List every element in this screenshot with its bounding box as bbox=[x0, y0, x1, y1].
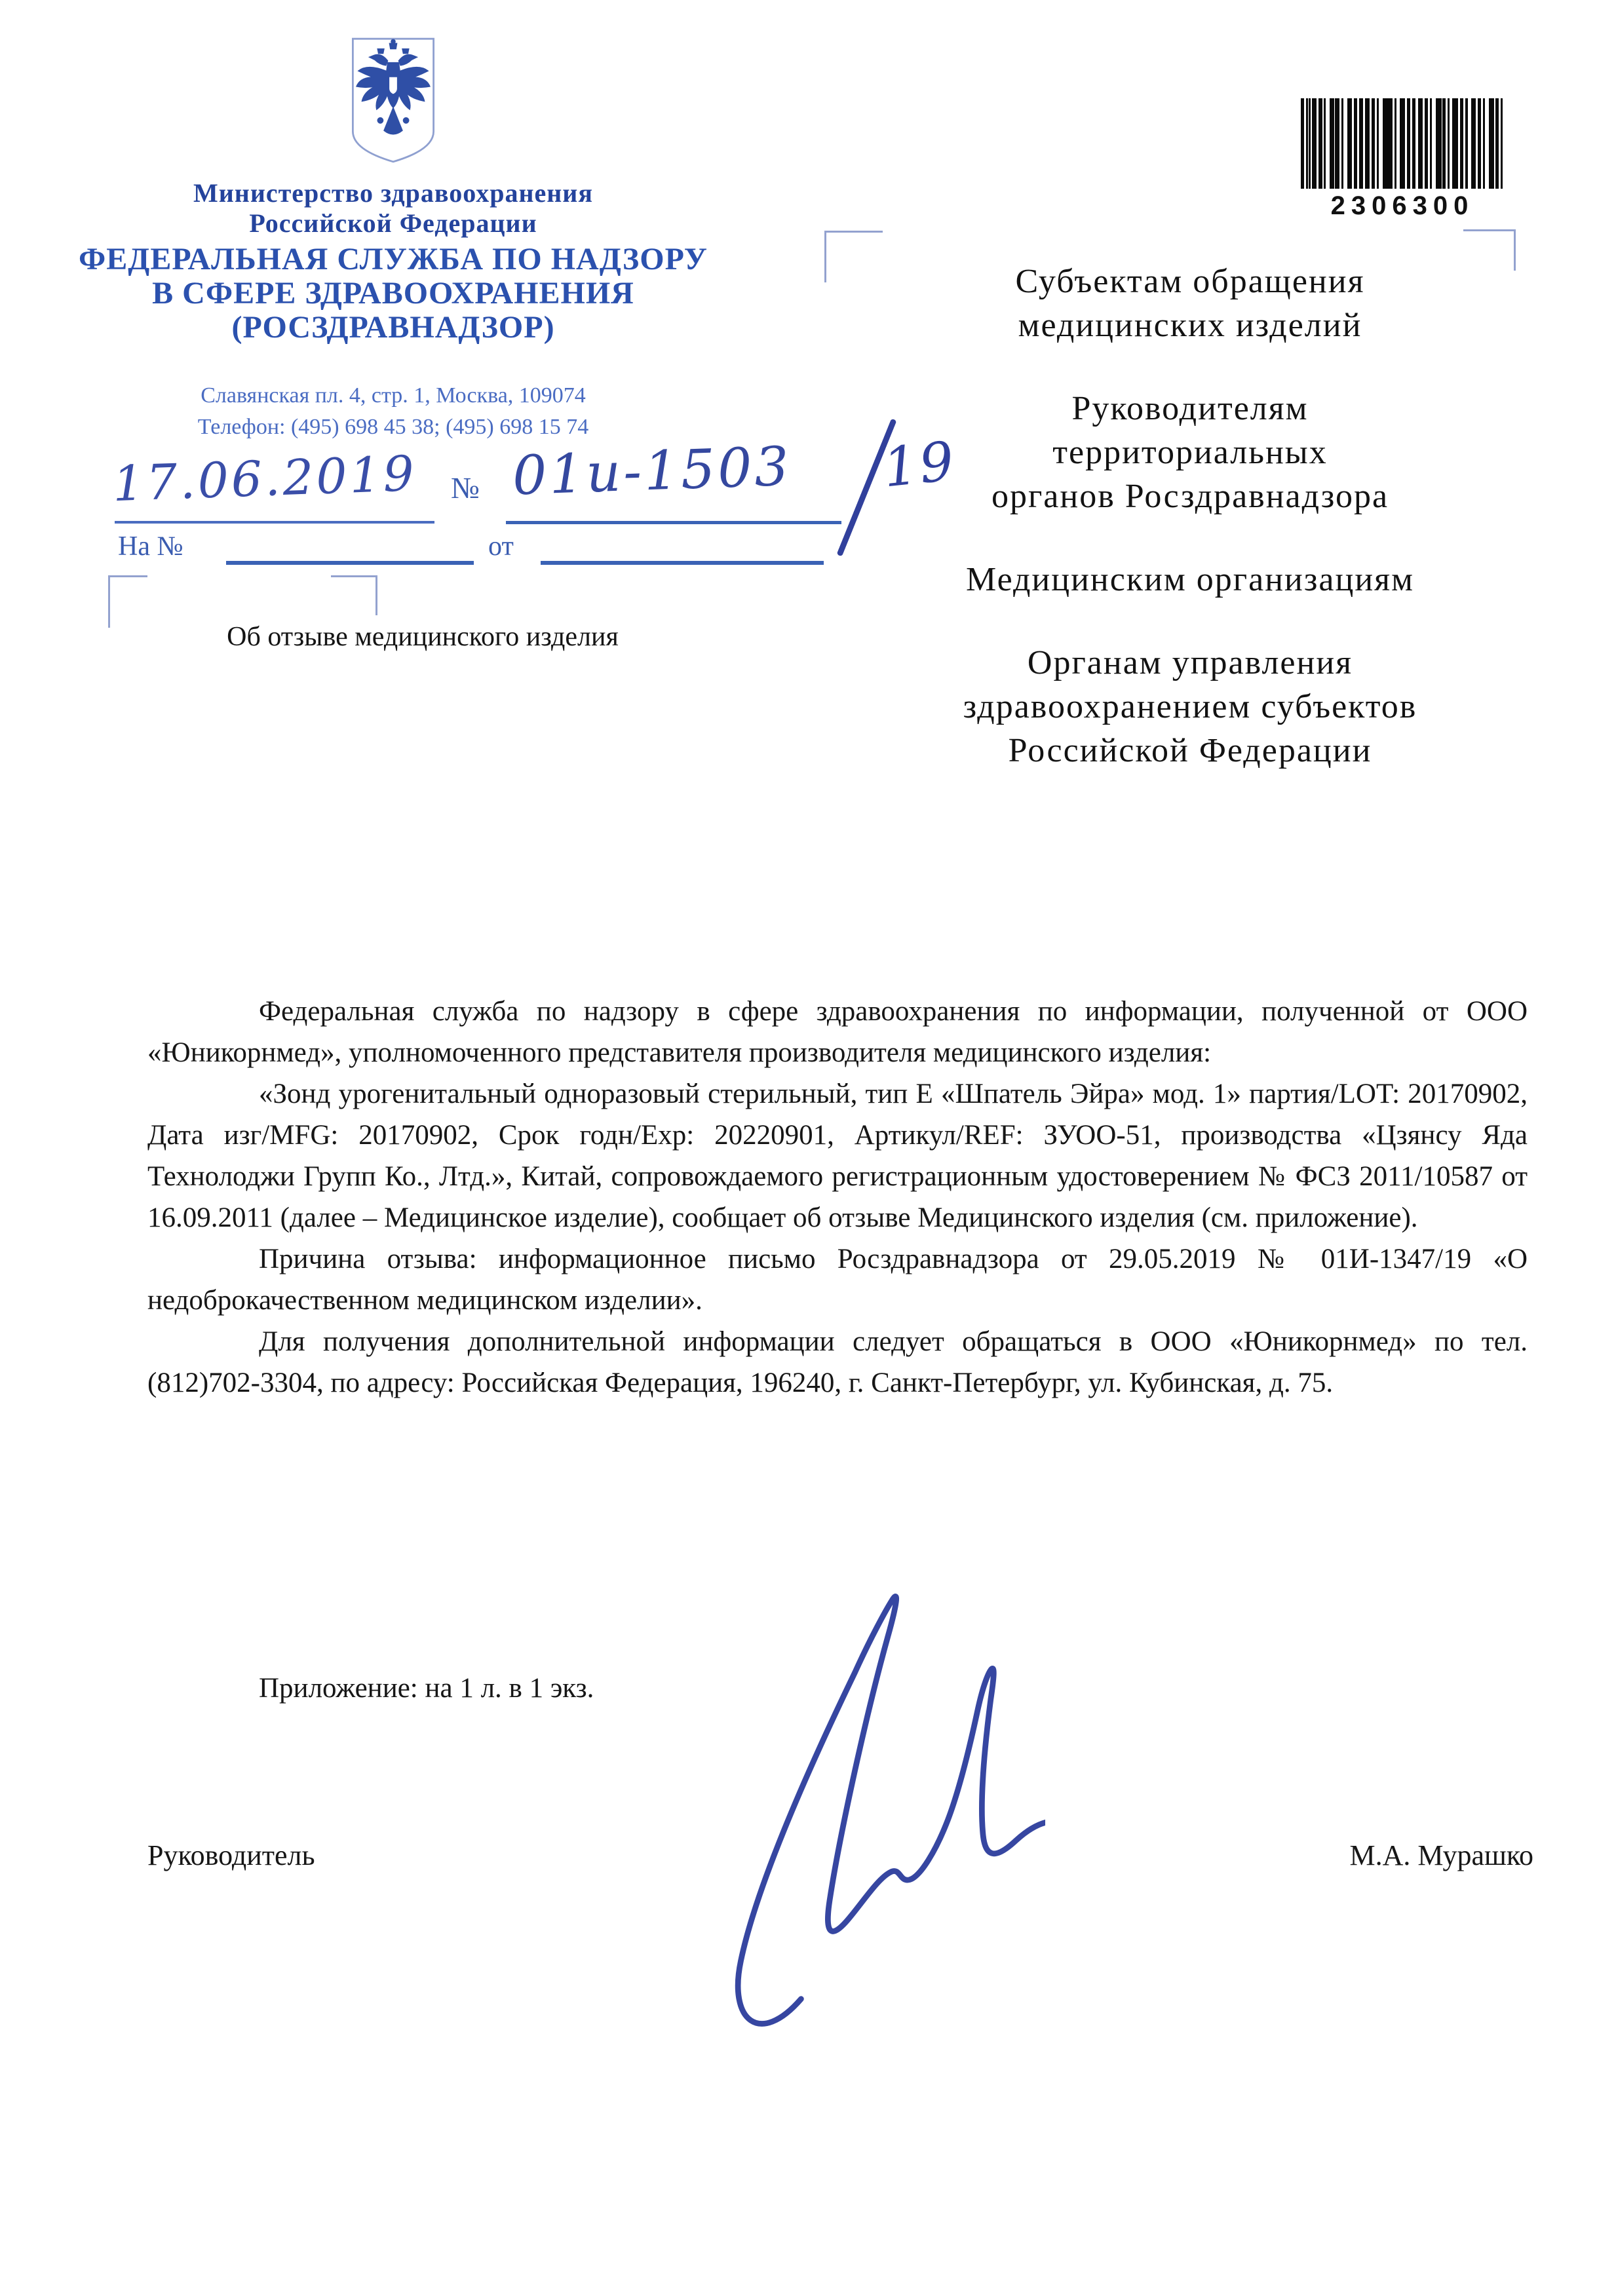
reply-number-label: На № bbox=[118, 531, 183, 562]
addressee-group-heads bbox=[845, 387, 1535, 518]
corner-mark-subject-left bbox=[108, 575, 147, 628]
reply-date-label: от bbox=[488, 531, 514, 562]
outgoing-number-handwritten: 01и-1503 bbox=[511, 435, 793, 508]
barcode bbox=[1301, 98, 1504, 189]
org-phone: Телефон: (495) 698 45 38; (495) 698 15 74 bbox=[197, 415, 589, 439]
ministry-line-2: Российской Федерации bbox=[249, 208, 537, 238]
ministry-name bbox=[92, 178, 695, 239]
barcode-number: 2306300 bbox=[1330, 191, 1474, 220]
number-underline bbox=[506, 521, 841, 524]
outgoing-date-handwritten: 17.06.2019 bbox=[111, 445, 418, 513]
service-line-3: (РОСЗДРАВНАДЗОР) bbox=[231, 310, 555, 345]
addressee-line: Медицинским организациям bbox=[966, 561, 1414, 598]
addressee-line: Руководителям bbox=[1071, 390, 1309, 427]
body-paragraph: Для получения дополнительной информации следует обращаться в ООО «Юникорнмед» по тел. (812)702-3304, по адресу: Российская Федерация, 196240, г. Санкт-Петербург, ул. Кубинская, д. 75. bbox=[147, 1326, 1528, 1398]
ministry-line-1: Министерство здравоохранения bbox=[193, 178, 593, 208]
org-address: Славянская пл. 4, стр. 1, Москва, 109074 bbox=[201, 383, 586, 408]
body-paragraph: «Зонд урогенитальный одноразовый стерильный, тип Е «Шпатель Эйра» мод. 1» партия/LOT: 20170902, Дата изг/MFG: 20170902, Срок годн/Exp: 20220901, Артикул/REF: ЗУОО-51, производства «Цзянсу Яда Технолоджи Групп Ко., Лтд.», Китай, сопровождаемого регистрационным удостоверением № ФСЗ 2011/10587 от 16.09.2011 (далее – Медицинское изделие), сообщает об отзыве Медицинского изделия (см. приложение). bbox=[147, 1079, 1528, 1233]
addressee-line: Субъектам обращения bbox=[1015, 263, 1365, 300]
addressee-group-medical-orgs bbox=[845, 558, 1535, 602]
addressee-line: органов Росздравнадзора bbox=[991, 478, 1389, 515]
signature-stroke-icon bbox=[652, 1546, 1045, 2084]
letter-body bbox=[147, 991, 1528, 1404]
attachment-note: Приложение: на 1 л. в 1 экз. bbox=[259, 1673, 594, 1704]
addressee-line: медицинских изделий bbox=[1018, 307, 1362, 344]
date-underline bbox=[115, 521, 434, 524]
service-line-1: ФЕДЕРАЛЬНАЯ СЛУЖБА ПО НАДЗОРУ bbox=[79, 242, 708, 277]
document-subject: Об отзыве медицинского изделия bbox=[227, 622, 619, 652]
reply-date-underline bbox=[541, 561, 824, 565]
addressee-line: Российской Федерации bbox=[1008, 732, 1372, 769]
addressee-group-health-authorities bbox=[845, 641, 1535, 773]
number-sign: № bbox=[451, 471, 480, 505]
addressee-block bbox=[845, 259, 1535, 812]
addressee-line: территориальных bbox=[1052, 434, 1328, 471]
signer-name: М.А. Мурашко bbox=[1349, 1839, 1533, 1871]
body-paragraph: Причина отзыва: информационное письмо Росздравнадзора от 29.05.2019 № 01И-1347/19 «О недоброкачественном медицинском изделии». bbox=[147, 1244, 1528, 1316]
addressee-group-subjects bbox=[845, 259, 1535, 347]
corner-mark-subject-right bbox=[331, 575, 377, 615]
service-name bbox=[72, 242, 714, 345]
body-paragraph: Федеральная служба по надзору в сфере здравоохранения по информации, полученной от ООО «Юникорнмед», уполномоченного представителя производителя медицинского изделия: bbox=[147, 996, 1528, 1068]
addressee-line: Органам управления bbox=[1027, 644, 1353, 681]
service-line-2: В СФЕРЕ ЗДРАВООХРАНЕНИЯ bbox=[152, 276, 634, 311]
coat-of-arms-icon bbox=[346, 36, 440, 164]
reply-number-underline bbox=[226, 561, 474, 565]
outgoing-number-year-handwritten: 19 bbox=[880, 430, 959, 500]
signer-title: Руководитель bbox=[147, 1839, 315, 1871]
addressee-line: здравоохранением субъектов bbox=[963, 688, 1417, 725]
org-contacts bbox=[92, 380, 695, 443]
